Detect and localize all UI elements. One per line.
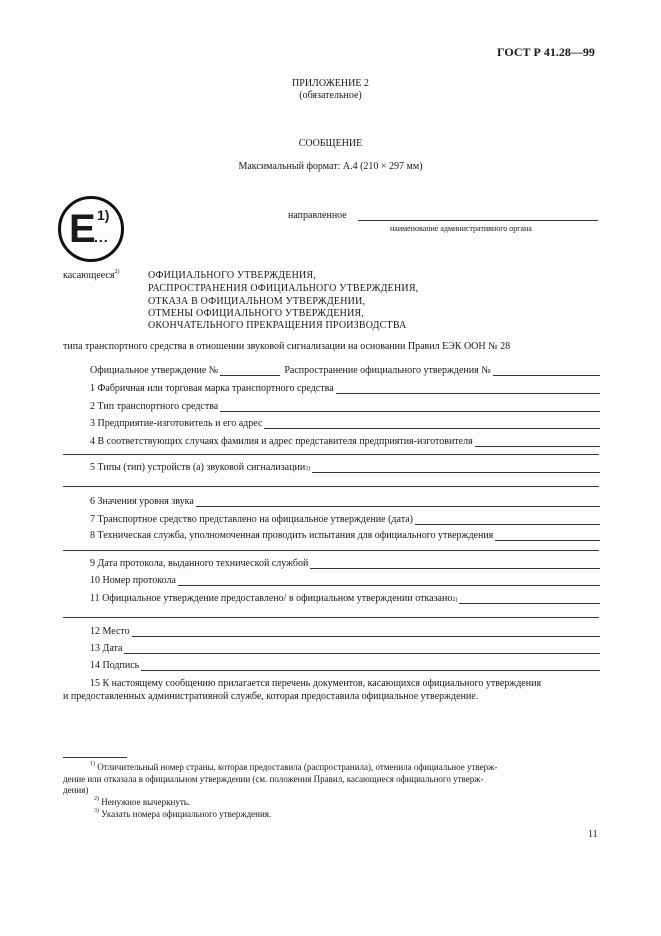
item-4-field[interactable]	[475, 437, 600, 447]
concerning-line-3: ОТКАЗА В ОФИЦИАЛЬНОМ УТВЕРЖДЕНИИ,	[148, 296, 366, 307]
item-1-label: 1 Фабричная или торговая марка транспортного средства	[90, 383, 334, 394]
approval-number-row	[90, 365, 600, 376]
item-4-continuation-field[interactable]	[63, 454, 599, 455]
vehicle-type-text: типа транспортного средства в отношении звуковой сигнализации на основании Правил ЕЭК ООН № 28	[63, 341, 511, 352]
e-mark-superscript: 1)	[97, 207, 110, 223]
item-5-label: 5 Типы (тип) устройств (а) звуковой сигнализации	[90, 462, 306, 473]
e-mark-dots: ...	[94, 229, 109, 245]
item-13-label: 13 Дата	[90, 643, 123, 654]
item-1-row	[90, 383, 600, 394]
item-4-row	[90, 436, 600, 447]
item-9-field[interactable]	[310, 559, 600, 569]
item-2-field[interactable]	[220, 402, 600, 412]
item-1-field[interactable]	[336, 384, 600, 394]
item-14-row	[90, 660, 600, 671]
concerning-line-2: РАСПРОСТРАНЕНИЯ ОФИЦИАЛЬНОГО УТВЕРЖДЕНИЯ,	[148, 283, 419, 294]
item-7-label: 7 Транспортное средство представлено на официальное утверждение (дата)	[90, 514, 413, 525]
footnote-3-text: Указать номера официального утверждения.	[101, 809, 272, 819]
annex-title: ПРИЛОЖЕНИЕ 2	[292, 78, 369, 89]
extension-number-field[interactable]	[493, 366, 600, 376]
item-10-label: 10 Номер протокола	[90, 575, 176, 586]
item-4-label: 4 В соответствующих случаях фамилия и адрес представителя предприятия-изготовителя	[90, 436, 473, 447]
item-9-row	[90, 558, 600, 569]
footnote-1-line-3: дения)	[63, 785, 89, 795]
item-6-label: 6 Значения уровня звука	[90, 496, 194, 507]
footnote-1-line-2: дение или отказала в официальном утверждении (см. положения Правил, касающиеся официального утверж-	[63, 774, 484, 784]
message-title: СООБЩЕНИЕ	[298, 138, 363, 149]
item-5-row	[90, 462, 600, 473]
sent-caption: наименование административного органа	[390, 224, 532, 233]
concerning-label	[63, 270, 119, 281]
extension-number-label: Распространение официального утверждения №	[284, 365, 491, 376]
item-8-row	[90, 530, 600, 541]
footnote-2-mark: 2)	[94, 796, 99, 802]
item-11-continuation-field[interactable]	[63, 617, 599, 618]
item-7-field[interactable]	[415, 515, 600, 525]
item-5-footnote-ref: 3)	[305, 466, 311, 472]
annex-status: (обязательное)	[299, 90, 362, 101]
item-13-field[interactable]	[124, 644, 600, 654]
item-12-row	[90, 626, 600, 637]
concerning-footnote-ref: 2)	[114, 269, 120, 275]
item-14-label: 14 Подпись	[90, 660, 140, 671]
item-3-label: 3 Предприятие-изготовитель и его адрес	[90, 418, 263, 429]
item-13-row	[90, 643, 600, 654]
item-5-continuation-field[interactable]	[63, 486, 599, 487]
e-mark-logo	[58, 196, 124, 262]
e-mark-letter: E	[69, 207, 96, 251]
item-15-line-2: и предоставленных административной службе, которая предоставила официальное утверждение.	[63, 691, 479, 702]
page-number: 11	[588, 829, 598, 840]
item-5-field[interactable]	[312, 463, 600, 473]
item-8-label: 8 Техническая служба, уполномоченная проводить испытания для официального утверждения	[90, 530, 494, 541]
sent-label: направленное	[288, 210, 347, 221]
item-9-label: 9 Дата протокола, выданного технической службой	[90, 558, 309, 569]
item-10-field[interactable]	[178, 576, 600, 586]
approval-number-label: Официальное утверждение №	[90, 365, 219, 376]
footnote-3	[94, 809, 271, 819]
concerning-line-5: ОКОНЧАТЕЛЬНОГО ПРЕКРАЩЕНИЯ ПРОИЗВОДСТВА	[148, 320, 407, 331]
item-6-field[interactable]	[196, 497, 600, 507]
item-10-row	[90, 575, 600, 586]
item-3-row	[90, 418, 600, 429]
item-2-row	[90, 401, 600, 412]
item-14-field[interactable]	[141, 661, 600, 671]
sent-field[interactable]	[358, 220, 598, 221]
footnote-2-text: Ненужное вычеркнуть.	[101, 797, 191, 807]
item-11-footnote-ref: 2)	[452, 597, 458, 603]
footnote-2	[94, 797, 190, 807]
item-11-row	[90, 593, 600, 604]
item-2-label: 2 Тип транспортного средства	[90, 401, 219, 412]
item-8-field[interactable]	[495, 531, 600, 541]
concerning-label-text: касающееся	[63, 270, 115, 281]
standard-header: ГОСТ Р 41.28—99	[497, 45, 595, 59]
item-12-label: 12 Место	[90, 626, 130, 637]
footnote-3-mark: 3)	[94, 808, 99, 814]
item-12-field[interactable]	[132, 627, 600, 637]
approval-number-field[interactable]	[220, 366, 280, 376]
item-15-line-1: 15 К настоящему сообщению прилагается перечень документов, касающихся официального утверждения	[90, 678, 542, 689]
footnote-separator	[63, 757, 127, 758]
concerning-line-4: ОТМЕНЫ ОФИЦИАЛЬНОГО УТВЕРЖДЕНИЯ,	[148, 308, 365, 319]
item-6-row	[90, 496, 600, 507]
footnote-1-text-1: Отличительный номер страны, которая предоставила (распространила), отменила официальное утверж-	[97, 762, 498, 772]
footnote-1-mark: 1)	[90, 761, 95, 767]
item-11-field[interactable]	[459, 594, 600, 604]
item-3-field[interactable]	[264, 419, 600, 429]
footnote-1-line-1	[90, 762, 497, 772]
item-8-continuation-field[interactable]	[63, 550, 599, 551]
concerning-line-1: ОФИЦИАЛЬНОГО УТВЕРЖДЕНИЯ,	[148, 270, 317, 281]
item-11-label: 11 Официальное утверждение предоставлено/ в официальном утверждении отказано	[90, 593, 453, 604]
item-7-row	[90, 514, 600, 525]
message-format: Максимальный формат: А.4 (210 × 297 мм)	[238, 161, 423, 172]
